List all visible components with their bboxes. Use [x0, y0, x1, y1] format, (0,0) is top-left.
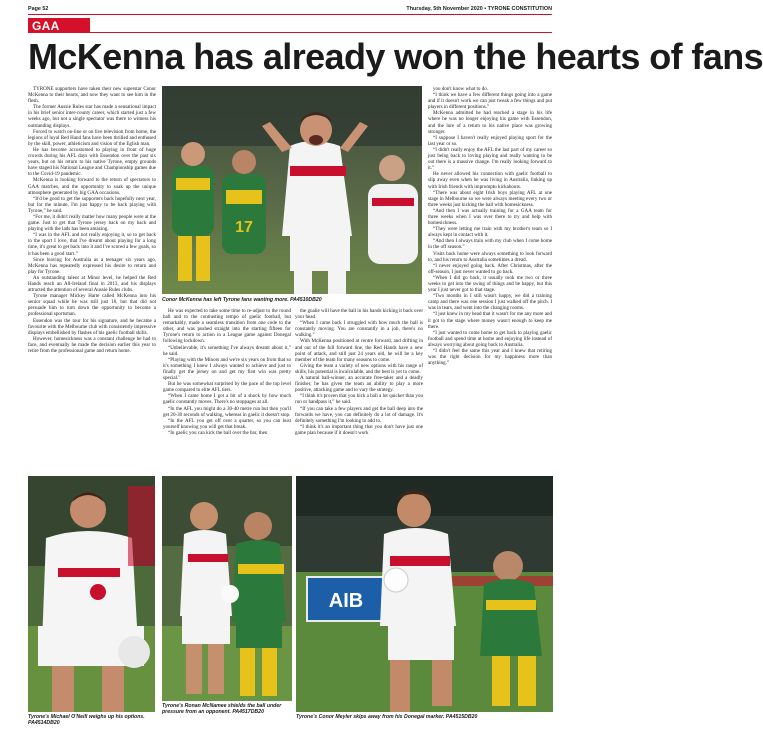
article-paragraph: He never allowed his connection with gaelic football to slip away even when he was living in Australia, linking up with Irish friends with impromptu kickabouts. [428, 171, 552, 190]
article-column-1 [28, 86, 156, 472]
photo-caption-4: Tyrone's Conor Meyler skips away from his Donegal marker. PA4515DB20 [296, 714, 478, 720]
article-paragraph: “I just knew in my head that it wasn't for me any more and it got to the stage where money wasn't enough to keep me there. [428, 311, 552, 330]
article-paragraph: “There was about eight Irish boys playing AFL at one stage in Melbourne so we were always meeting every two or three weeks just kicking the ball with homesickness. [428, 189, 552, 208]
article-paragraph: “In the AFL you get off over a quarter, so you can bust yourself knowing you will get that break. [163, 417, 291, 430]
photo-caption-1: Conor McKenna has left Tyrone fans wanting more. PA4510DB20 [162, 297, 322, 303]
article-paragraph: you don't know what to do. [433, 86, 489, 92]
article-paragraph: “When I came home I got a bit of a shock by how much gaelic constantly moves. There's no stoppages at all. [163, 393, 291, 406]
article-paragraph: Visits back home were always something to look forward to, and his return to Australia sometimes a dread. [428, 250, 552, 263]
article-paragraph: “I was in the AFL and not really enjoying it, so to get back to the sport I love, that I've dreamt about playing for a long time, it's great to get back into it and I've scored a few goals, so it has been a good start.” [28, 232, 156, 257]
article-paragraph: “And then I was actually training for a GAA team for three weeks when I was over there to try and help with homesickness. [428, 207, 552, 227]
article-paragraph: “In the AFL you might do a 30-40 metre run but then you'll get 20-30 seconds of walking, whereas in gaelic it doesn't stop. [163, 405, 291, 418]
article-paragraph: A natural ball-winner, an accurate free-taker and a deadly finisher, he has given the team an ability to play a more positive, attacking game and to vary the strategy. [295, 375, 423, 394]
article-paragraph: TYRONE supporters have taken their new superstar Conor McKenna to their hearts, and now they want to see him in the flesh. [28, 86, 156, 105]
article-paragraph: The former Aussie Rules star has made a sensational impact in his brief senior inter-county career, which started just a few weeks ago, but not a single spectator was there to witness his outstanding displays. [28, 104, 156, 129]
article-paragraph: “And then I always train with my club when I come home in the off season.” [428, 238, 552, 251]
section-rule [90, 32, 552, 33]
section-tab [28, 18, 90, 33]
article-paragraph: “I didn't feel the same this year and I knew that retiring was the right decision for my happiness more than anything.” [428, 348, 552, 367]
article-column-3 [295, 308, 423, 472]
article-paragraph: the goalie will have the ball in his hands kicking it back over your head. [295, 308, 423, 321]
article-paragraph: “I didn't really enjoy the AFL the last part of my career so just being back to loving playing and really wanting to be out there is a massive change. I'm really looking forward to it.” [428, 146, 552, 172]
article-paragraph: “In gaelic you can kick the ball over the bar, then [168, 429, 268, 436]
article-paragraph: “Unbelievable, it's something I've always dreamt about it,” he said. [163, 344, 291, 357]
article-paragraph: Essendon was the tour for his signature, and he became a favourite with the Melbourne club with consistently impressive displays embellished by flashes of his gaelic football skills. [28, 317, 156, 336]
article-paragraph: “They were letting me train with my brother's team so I always kept in contact with it. [428, 226, 552, 239]
article-paragraph: “For me, it didn't really matter how many people were at the game. Just to get that Tyrone jersey back on my back and playing with the lads has been amazing. [28, 213, 156, 233]
article-paragraph: Since leaving for Australia as a teenager six years ago, McKenna has repeatedly expressed his desire to return and play for Tyrone. [28, 256, 156, 275]
article-paragraph: McKenna is looking forward to the return of spectators to GAA matches, and the opportunity to soak up the unique atmosphere generated by big GAA occasions. [28, 177, 156, 196]
article-paragraph: “When I came back I struggled with how much the ball is constantly moving. You are constantly in a job, there's no walking.” [295, 320, 423, 339]
article-column-2 [163, 308, 291, 472]
photo-conor-meyler [296, 476, 553, 712]
article-paragraph: An outstanding talent at Minor level, he helped the Red Hands reach an All-Ireland final in 2013, and his displays attracted the attention of several Aussie Rules clubs. [28, 274, 156, 294]
page-number: Page 52 [28, 6, 49, 12]
article-paragraph: McKenna admitted he had reached a stage in his life where he was no longer enjoying his game with Essendon, and the lure of a return to his native place was growing stronger. [428, 110, 552, 135]
photo-caption-2: Tyrone's Michael O'Neill weighs up his options. PA4514DB20 [28, 714, 145, 727]
headline: McKenna has already won the hearts of fans [28, 36, 763, 77]
article-paragraph: “I think it's proven that you kick a ball a lot quicker than you run or handpass it,” he said. [295, 393, 423, 406]
article-paragraph: Giving the team a variety of new options with his range of skills, his potential is incalculable, and the best is yet to come. [295, 362, 423, 375]
article-paragraph: “I think we have a few different things going into a game and if it doesn't work we can just tweak a few things and put players in different positions.” [428, 92, 552, 111]
article-paragraph: He was expected to take some time to re-adjust to the round ball and to the contrasting tempo of gaelic football, but remarkably, made a seamless transition from one code to the other, and was pushed straight into the starting fifteen for Tyrone's return to action in a League game against Donegal following lockdown. [163, 308, 291, 345]
article-paragraph: With McKenna positioned at centre forward, and drifting in and out of the full forward line, the Red Hands have a new point of attack, and still just 24 years old, he will be a key member of the team for many seasons to come. [295, 338, 423, 363]
article-paragraph: “I suppose I haven't really enjoyed playing sport for the last year or so. [428, 134, 552, 147]
article-paragraph: “When I did go back, it usually took me two or three weeks to get into the swing of things and be happy, but this year I just never got to that stage. [428, 274, 552, 294]
article-paragraph: “If you can take a few players and get the ball deep into the forwards we have, you can definitely do a lot of damage. It's definitely something I'm looking to add to. [295, 405, 423, 424]
folio-rule [28, 14, 552, 15]
article-paragraph: But he was somewhat surprised by the pace of the top level game compared to elite AFL tiers. [163, 381, 291, 394]
photo-caption-3: Tyrone's Ronan McNamee shields the ball under pressure from an opponent. PA4517DB20 [162, 703, 282, 716]
photo-michael-oneill [28, 476, 155, 712]
jersey-number: 17 [235, 219, 253, 236]
photo-ronan-mcnamee [162, 476, 292, 701]
section-label: GAA [32, 18, 60, 33]
article-paragraph: “I think it's an important thing that you don't have just one game plan because if it doesn't work [295, 423, 423, 436]
article-paragraph: “It'd be good to get the supporters back hopefully next year, but for the minute, I'm just happy to be back playing with Tyrone,” he said. [28, 195, 156, 214]
article-paragraph: However, homesickness was a constant challenge he had to face, and eventually he made the decision earlier this year to retire from the professional game and return home. [28, 335, 156, 355]
sponsor-board: AIB [328, 590, 364, 612]
article-paragraph: “Playing with the Minors and we're six years on from that so it's something I knew I always wanted to achieve and just to finally get the jersey on and get my first win was pretty special.” [163, 356, 291, 382]
article-paragraph: Forced to watch on-line or on live television from home, the legions of loyal Red Hand fans have been thrilled and enthused by the skill, power, athleticism and vision of the Eglish man. [28, 128, 156, 147]
article-paragraph: He has become accustomed to playing in front of huge crowds during his AFL days with Essendon over the past six years, but on his return to his native Tyrone, empty grounds have staged his National League and Championship games due to the Covid-19 pandemic. [28, 146, 156, 178]
article-paragraph: “I just wanted to come home to get back to playing gaelic football and spend time at home and enjoying life instead of always worrying about going back to Australia. [428, 329, 552, 348]
article-column-4 [428, 86, 552, 472]
page-folio [28, 4, 552, 14]
article-paragraph: “Two months in I still wasn't happy, we did a training camp and there was one session I just walked off the pitch. I was in tears, and went into the changing rooms. [428, 293, 552, 312]
publication-date: Thursday, 5th November 2020 • TYRONE CONSTITUTION [406, 6, 552, 12]
article-paragraph: “I never enjoyed going back. After Christmas, after the off-season, I just never wanted to go back. [428, 262, 552, 275]
photo-mckenna-celebrating [162, 86, 422, 294]
article-paragraph: Tyrone manager Mickey Harte called McKenna into his senior squad while he was still just 18, but that did not persuade him to turn down the opportunity to become a professional sportsman. [28, 293, 156, 318]
